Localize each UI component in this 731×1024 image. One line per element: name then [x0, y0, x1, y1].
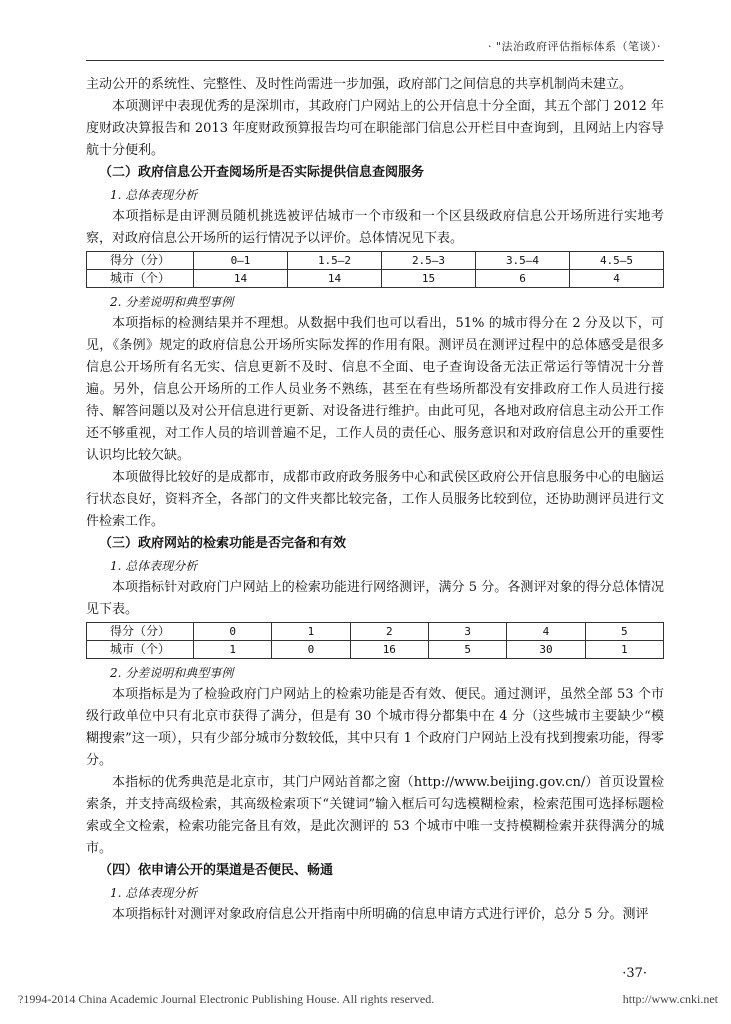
- copyright-text: ?1994-2014 China Academic Journal Electronic Publishing House. All rights reserved.: [18, 992, 435, 1006]
- section-heading: （二）政府信息公开查阅场所是否实际提供信息查阅服务: [99, 165, 425, 180]
- footer-url[interactable]: http://www.cnki.net: [622, 992, 718, 1006]
- running-title: · "法治政府评估指标体系（笔谈）·: [487, 40, 661, 53]
- table-cell: 城市（个）: [87, 270, 194, 288]
- paragraph: 本项指标是为了检验政府门户网站上的检索功能是否有效、便民。通过测评，虽然全部 53 个市级行政单位中只有北京市获得了满分，但是有 30 个城市得分都集中在 4 分（这些城市主要缺少“模糊搜索”这一项），只有少部分城市分数较低，其中只有 1 个政府门户网站上没有找到搜索功能，得零分。: [86, 687, 664, 768]
- table-cell: 2: [350, 623, 428, 641]
- table-row: [87, 252, 664, 270]
- table-cell: 14: [288, 270, 382, 288]
- paragraph: 本项做得比较好的是成都市，成都市政府政务服务中心和武侯区政府公开信息服务中心的电脑运行状态良好，资料齐全，各部门的文件夹都比较完备，工作人员服务比较到位，还协助测评员进行文件检索工作。: [86, 470, 664, 529]
- table-row: [87, 270, 664, 288]
- table-cell: 1: [585, 641, 663, 659]
- paragraph: 本指标的优秀典范是北京市，其门户网站首都之窗（http://www.beijing.gov.cn/）首页设置检索条，并支持高级检索，其高级检索项下“关键词”输入框后可勾选模糊检索，检索范围可选择标题检索或全文检索，检索功能完备且有效，是此次测评的 53 个城市中唯一支持模糊检索并获得满分的城市。: [86, 775, 664, 856]
- table-cell: 城市（个）: [87, 641, 194, 659]
- paragraph: 本项指标针对测评对象政府信息公开指南中所明确的信息申请方式进行评价，总分 5 分。测评: [112, 907, 649, 922]
- subsection-heading: 1. 总体表现分析: [110, 188, 198, 202]
- table-cell: 5: [585, 623, 663, 641]
- table-cell: 3: [428, 623, 506, 641]
- paragraph: 主动公开的系统性、完整性、及时性尚需进一步加强，政府部门之间信息的共享机制尚未建立。: [86, 77, 633, 92]
- table-cell: 30: [507, 641, 585, 659]
- table-cell: 得分（分）: [87, 252, 194, 270]
- table-cell: 4: [570, 270, 664, 288]
- subsection-heading: 2. 分差说明和典型事例: [110, 666, 234, 680]
- score-distribution-table-2: [86, 622, 664, 659]
- table-cell: 1.5—2: [288, 252, 382, 270]
- table-row: [87, 623, 664, 641]
- page-number: ·37·: [622, 966, 647, 981]
- table-cell: 4: [507, 623, 585, 641]
- table-cell: 2.5—3: [382, 252, 476, 270]
- subsection-heading: 1. 总体表现分析: [110, 886, 198, 900]
- table-cell: 4.5—5: [570, 252, 664, 270]
- paragraph: 本项指标的检测结果并不理想。从数据中我们也可以看出，51% 的城市得分在 2 分及以下，可见，《条例》规定的政府信息公开场所实际发挥的作用有限。测评员在测评过程中的总体感受是很多信息公开场所有名无实、信息更新不及时、信息不全面、电子查询设备无法正常运行等情况十分普遍。另外，信息公开场所的工作人员业务不熟练，甚至在有些场所都没有安排政府工作人员进行接待、解答问题以及对公开信息进行更新、对设备进行维护。由此可见，各地对政府信息主动公开工作还不够重视，对工作人员的培训普遍不足，工作人员的责任心、服务意识和对政府信息公开的重要性认识均比较欠缺。: [86, 316, 664, 463]
- table-row: [87, 641, 664, 659]
- table-cell: 0: [194, 623, 272, 641]
- article-body: [86, 74, 664, 926]
- subsection-heading: 2. 分差说明和典型事例: [110, 295, 234, 309]
- table-cell: 6: [476, 270, 570, 288]
- table-cell: 1: [194, 641, 272, 659]
- table-cell: 1: [272, 623, 350, 641]
- table-cell: 16: [350, 641, 428, 659]
- copyright-footer: [18, 992, 718, 1007]
- table-cell: 14: [194, 270, 288, 288]
- table-cell: 15: [382, 270, 476, 288]
- paragraph: 本项测评中表现优秀的是深圳市，其政府门户网站上的公开信息十分全面，其五个部门 2012 年度财政决算报告和 2013 年度财政预算报告均可在职能部门信息公开栏目中查询到，且网站上内容导航十分便利。: [86, 99, 664, 158]
- paragraph: 本项指标针对政府门户网站上的检索功能进行网络测评，满分 5 分。各测评对象的得分总体情况见下表。: [86, 580, 664, 617]
- score-distribution-table-1: [86, 251, 664, 288]
- section-heading: （四）依申请公开的渠道是否便民、畅通: [99, 863, 334, 878]
- section-heading: （三）政府网站的检索功能是否完备和有效: [99, 536, 347, 551]
- table-cell: 0: [272, 641, 350, 659]
- table-cell: 5: [428, 641, 506, 659]
- table-cell: 得分（分）: [87, 623, 194, 641]
- header-rule: [86, 60, 664, 61]
- table-cell: 0—1: [194, 252, 288, 270]
- subsection-heading: 1. 总体表现分析: [110, 559, 198, 573]
- table-cell: 3.5—4: [476, 252, 570, 270]
- paragraph: 本项指标是由评测员随机挑选被评估城市一个市级和一个区县级政府信息公开场所进行实地考察，对政府信息公开场所的运行情况予以评价。总体情况见下表。: [86, 209, 664, 246]
